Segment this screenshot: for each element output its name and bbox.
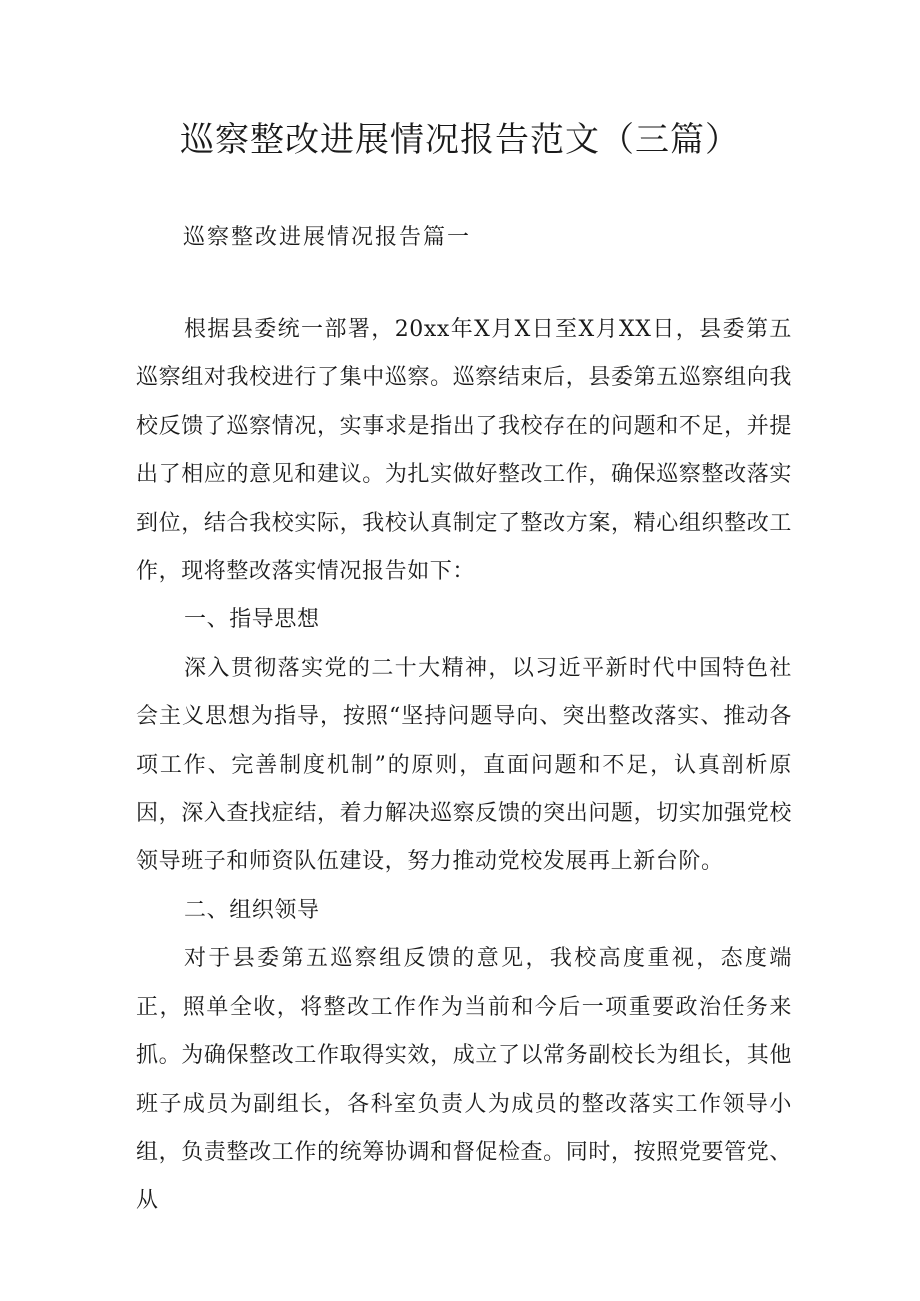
section-title: 巡察整改进展情况报告篇一 xyxy=(183,225,472,250)
paragraph-guiding-ideology: 深入贯彻落实党的二十大精神，以习近平新时代中国特色社会主义思想为指导，按照“坚持问题导向、突出整改落实、推动各项工作、完善制度机制”的原则，直面问题和不足，认真剖析原因，深入查找症结，着力解决巡察反馈的突出问题，切实加强党校领导班子和师资队伍建设，努力推动党校发展再上新台阶。 xyxy=(136,655,792,875)
paragraph-organization-leadership: 对于县委第五巡察组反馈的意见，我校高度重视，态度端正，照单全收，将整改工作作为当前和今后一项重要政治任务来抓。为确保整改工作取得实效，成立了以常务副校长为组长，其他班子成员为副组长，各科室负责人为成员的整改落实工作领导小组，负责整改工作的统筹协调和督促检查。同时，按照党要管党、从 xyxy=(136,946,792,1214)
heading-organization-leadership: 二、组织领导 xyxy=(184,897,320,923)
heading-guiding-ideology: 一、指导思想 xyxy=(184,607,320,633)
document-title: 巡察整改进展情况报告范文（三篇） xyxy=(180,120,740,160)
paragraph-intro: 根据县委统一部署，20xx年X月X日至X月XX日，县委第五巡察组对我校进行了集中巡察。巡察结束后，县委第五巡察组向我校反馈了巡察情况，实事求是指出了我校存在的问题和不足，并提出了相应的意见和建议。为扎实做好整改工作，确保巡察整改落实到位，结合我校实际，我校认真制定了整改方案，精心组织整改工作，现将整改落实情况报告如下： xyxy=(136,317,792,585)
document-body xyxy=(136,306,792,1226)
